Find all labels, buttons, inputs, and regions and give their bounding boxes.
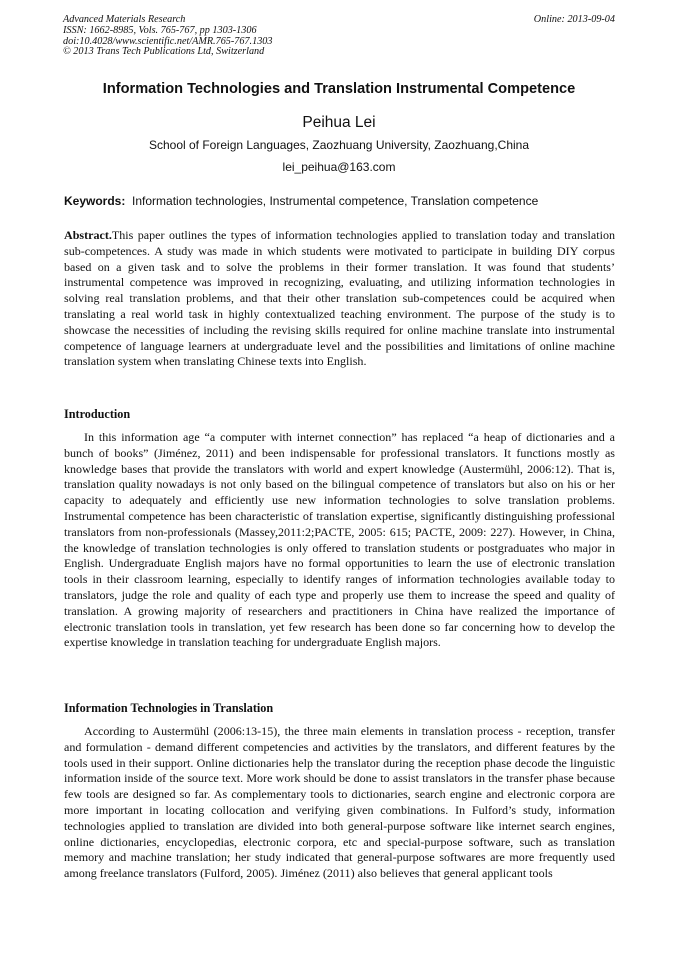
copyright-line: © 2013 Trans Tech Publications Ltd, Switzerland [63,46,265,58]
keywords [64,194,616,208]
journal-header [63,15,615,58]
journal-name: Advanced Materials Research [63,14,186,25]
keywords-text: Information technologies, Instrumental competence, Translation competence [132,194,539,208]
keywords-label: Keywords: [64,194,126,208]
it-section-text: According to Austermühl (2006:13-15), the three main elements in translation process - reception, transfer and formulation - demand different competencies and activities by the translators, and different features by the tools used in their support. Online dictionaries help the translator during the reception phase decode the linguistic information inside of the source text. More work should be done to assist translators in the transfer phase because few tools are designed so far. As complementary tools to dictionaries, search engine and electronic corpora are more important in locating collocation and verifying given combinations. In Fulford’s study, information technologies applied to translation are divided into both general-purpose software like internet search engines, online dictionaries, encyclopedias, electronic corpora, etc and special-purpose software, such as translation memory and machine translation; her study indicated that general-purpose softwares are more frequently used among freelance translators (Fulford, 2005). Jiménez (2011) also believes that general applicant tools [64,724,615,881]
author-email: lei_peihua@163.com [282,160,396,174]
abstract-label: Abstract. [64,228,112,242]
it-section-heading: Information Technologies in Translation [64,701,274,715]
introduction-heading: Introduction [64,407,131,421]
doi-line: doi:10.4028/www.scientific.net/AMR.765-767.1303 [63,35,273,47]
affiliation: School of Foreign Languages, Zaozhuang University, Zaozhuang,China [148,138,529,152]
abstract-text: This paper outlines the types of information technologies applied to translation today and translation sub-competences. A study was made in which students were motivated to participate in building DIY corpus based on a given task and to solve the problems in their former translation. It was found that students’ instrumental competence was improved in recognizing, evaluating, and utilizing information technologies in solving real translation problems, and that their other translation sub-competences could be acquired when translating a real world task in highly contextualized teaching environment. The purpose of the study is to showcase the necessities of including the revising skills required for online machine translate into instrumental competence of language learners at undergraduate level and the possibilities and limitations of online machine translation system when translating Chinese texts into English. [64,228,615,369]
online-date: Online: 2013-09-04 [533,14,615,25]
introduction-text: In this information age “a computer with internet connection” has replaced “a heap of dictionaries and a bunch of books” (Jiménez, 2011) and been indispensable for professional translators. It functions mostly as knowledge bases that provide the translators with world and expert knowledge (Austermühl, 2006:12). That is, translation quality nowadays is not only based on the bilingual competence of translators but also on his or her capacity to adequately and efficiently use new information technologies to solve translation problems. Instrumental competence has been characteristic of translation expertise, significantly distinguishing professional translators from non-professionals (Massey,2011:2;PACTE, 2005: 615; PACTE, 2009: 227). However, in China, the knowledge of translation technologies is only offered to translation students or postgraduates who major in English. Undergraduate English majors have no formal opportunities to learn the use of electronic translation tools in their classroom learning, especially to identify ranges of information technologies available today to translators, judge the role and quality of each type and properly use them to increase the speed and quality of translation. A growing majority of researchers and practitioners in China have realized the importance of electronic translation tools in translation, yet few research has been done so far concerning how to develop the expertise knowledge in translation teaching for undergraduate English majors. [64,430,615,650]
issn-line: ISSN: 1662-8985, Vols. 765-767, pp 1303-1306 [63,24,257,36]
author-name: Peihua Lei [302,114,376,131]
paper-title: Information Technologies and Translation Instrumental Competence [102,81,576,97]
abstract [64,228,615,370]
